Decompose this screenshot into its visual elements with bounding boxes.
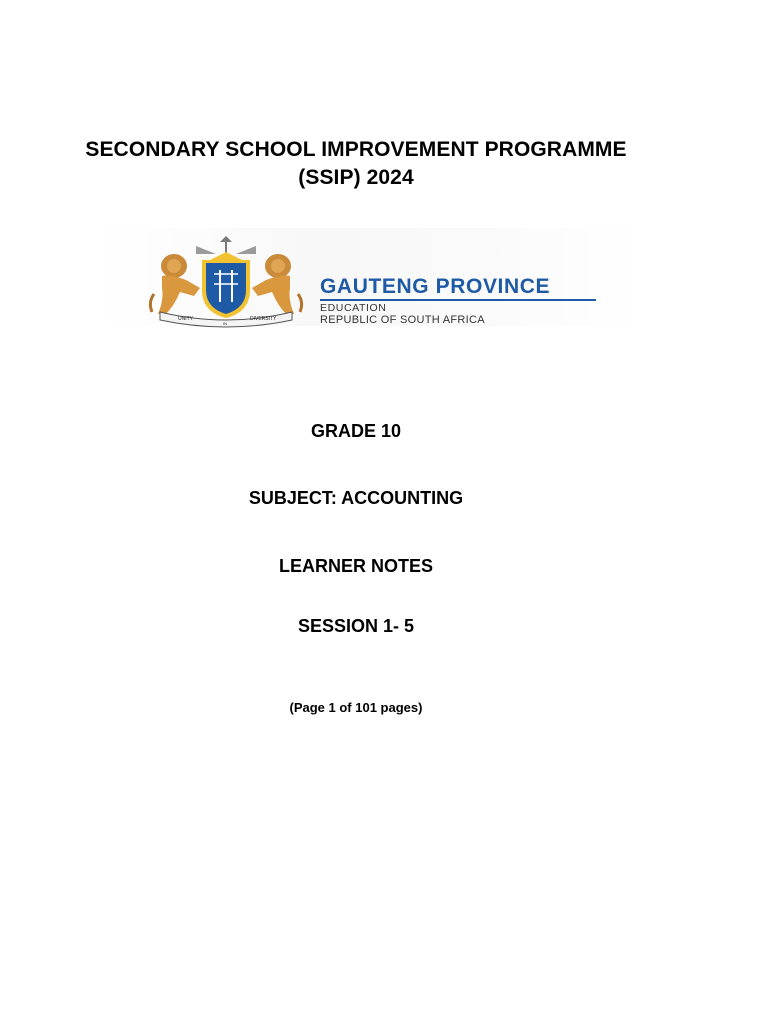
title-line-1: SECONDARY SCHOOL IMPROVEMENT PROGRAMME [85, 138, 627, 161]
page-count: (Page 1 of 101 pages) [289, 700, 423, 715]
logo-divider [320, 299, 596, 301]
logo-department: EDUCATION [320, 302, 387, 314]
session-heading: SESSION 1- 5 [297, 616, 415, 636]
motto-left: UNITY [178, 316, 193, 322]
title-line-2: (SSIP) 2024 [298, 166, 414, 189]
subject-heading: SUBJECT: ACCOUNTING [248, 488, 464, 508]
motto-middle: IN [223, 321, 227, 326]
logo-province-name: GAUTENG PROVINCE [320, 275, 551, 298]
notes-heading: LEARNER NOTES [278, 556, 433, 576]
gauteng-coat-of-arms-icon [140, 236, 312, 328]
logo-country: REPUBLIC OF SOUTH AFRICA [320, 314, 485, 326]
motto-right: DIVERSITY [250, 316, 277, 322]
grade-heading: GRADE 10 [310, 421, 402, 441]
logo-text-block [320, 276, 596, 327]
